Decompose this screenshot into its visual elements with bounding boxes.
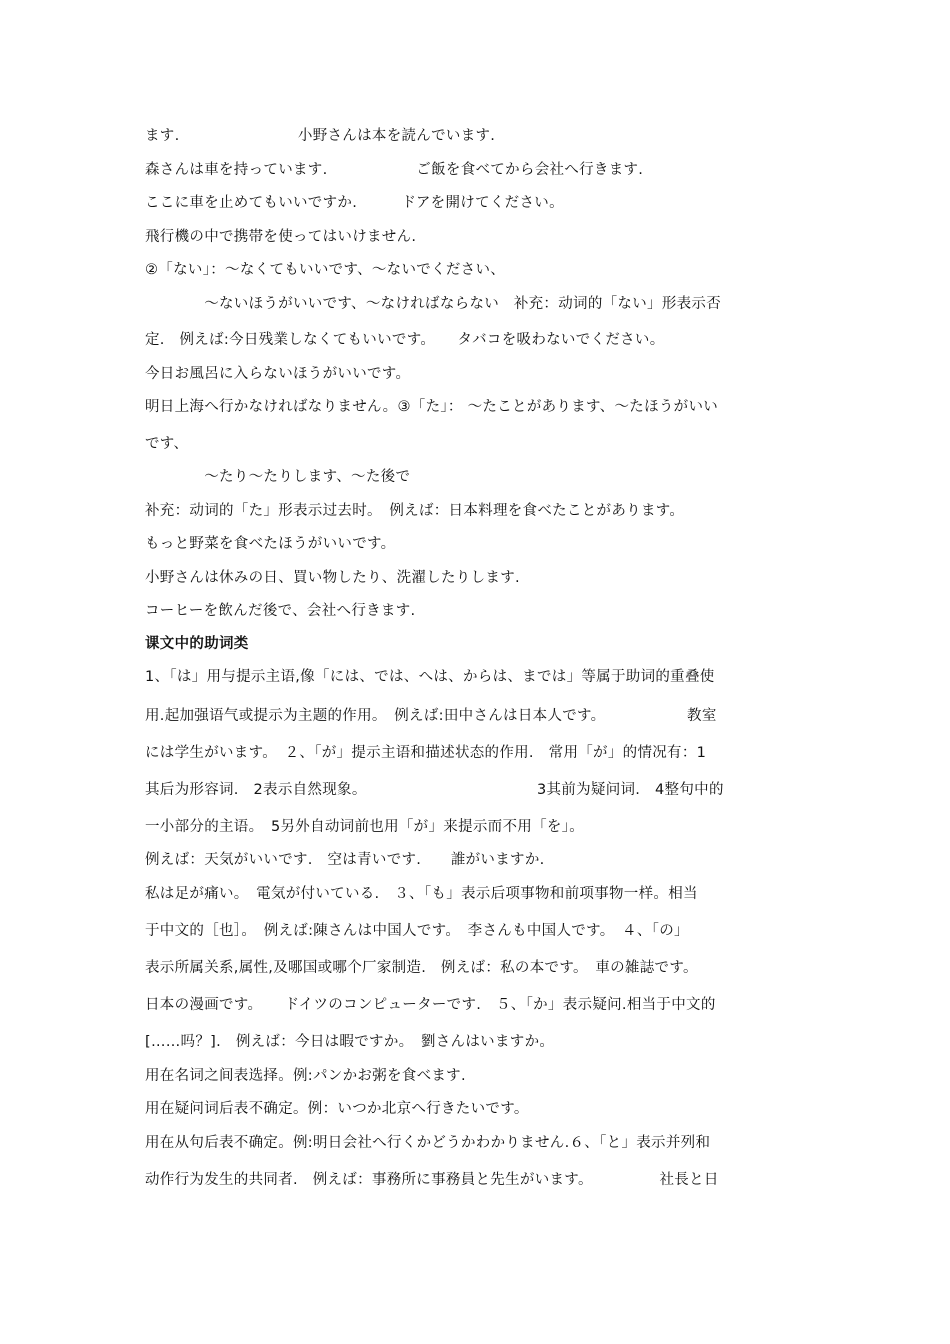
text-line: 用在名词之间表选择。例:パンかお粥を食べます. [145,1068,466,1084]
text-line: 今日お風呂に入らないほうがいいです。 [145,366,411,382]
text-line: ②「ない」：～なくてもいいです、～ないでください、 [145,262,506,278]
text-line: [……吗？]. 例えば：今日は暇ですか。 劉さんはいますか。 [145,1034,555,1050]
section-heading: 课文中的助词类 [145,636,249,652]
text-line: 例えば：天気がいいです. 空は青いです. 誰がいますか. [145,852,545,868]
text-line: もっと野菜を食べたほうがいいです。 [145,536,396,552]
text-line: 定. 例えば:今日残業しなくてもいいです。 タバコを吸わないでください。 [145,332,665,348]
text-line: 小野さんは休みの日、買い物したり、洗濯したりします. [145,570,520,586]
text-line: 用.起加强语气或提示为主题的作用。 例えば:田中さんは日本人です。 教室 [145,708,717,724]
text-line: ～たり～たりします、～た後で [145,469,411,485]
text-line: 日本の漫画です。 ドイツのコンピューターです. ５、「か」表示疑问.相当于中文的 [145,997,716,1013]
text-line: です、 [145,436,189,452]
text-line: には学生がいます。 ２、「が」提示主语和描述状态的作用. 常用「が」的情况有：1 [145,745,707,761]
text-line: ます. 小野さんは本を読んでいます. [145,128,496,144]
text-line: 飛行機の中で携帯を使ってはいけません. [145,229,417,245]
text-line: 1、「は」用与提示主语,像「には、では、へは、からは、までは」等属于助词的重叠使 [145,669,715,685]
text-line: 表示所属关系,属性,及哪国或哪个厂家制造. 例えば：私の本です。 車の雑誌です。 [145,960,698,976]
text-line: ここに車を止めてもいいですか. ドアを開けてください。 [145,195,564,211]
text-line: 用在从句后表不确定。例:明日会社へ行くかどうかわかりません.６、「と」表示并列和 [145,1135,711,1151]
text-line: 补充：动词的「た」形表示过去时。 例えば：日本料理を食べたことがあります。 [145,503,685,519]
text-line: 森さんは車を持っています. ご飯を食べてから会社へ行きます. [145,162,644,178]
text-line: 其后为形容词. 2表示自然现象。 3其前为疑问词. 4整句中的 [145,782,724,798]
text-line: 于中文的［也］。 例えば:陳さんは中国人です。 李さんも中国人です。 ４、「の」 [145,923,689,939]
text-line: ～ないほうがいいです、～なければならない 补充：动词的「ない」形表示否 [145,296,722,312]
text-line: 用在疑问词后表不确定。例：いつか北京へ行きたいです。 [145,1101,529,1117]
text-line: コーヒーを飲んだ後で、会社へ行きます. [145,603,416,619]
text-line: 私は足が痛い。 電気が付いている. ３、「も」表示后项事物和前项事物一样。相当 [145,886,698,902]
text-line: 动作行为发生的共同者. 例えば：事務所に事務員と先生がいます。 社長と日 [145,1172,719,1188]
text-line: 一小部分的主语。 5另外自动词前也用「が」来提示而不用「を」。 [145,819,585,835]
text-line: 明日上海へ行かなければなりません。③「た」： ～たことがあります、～たほうがいい [145,399,719,415]
